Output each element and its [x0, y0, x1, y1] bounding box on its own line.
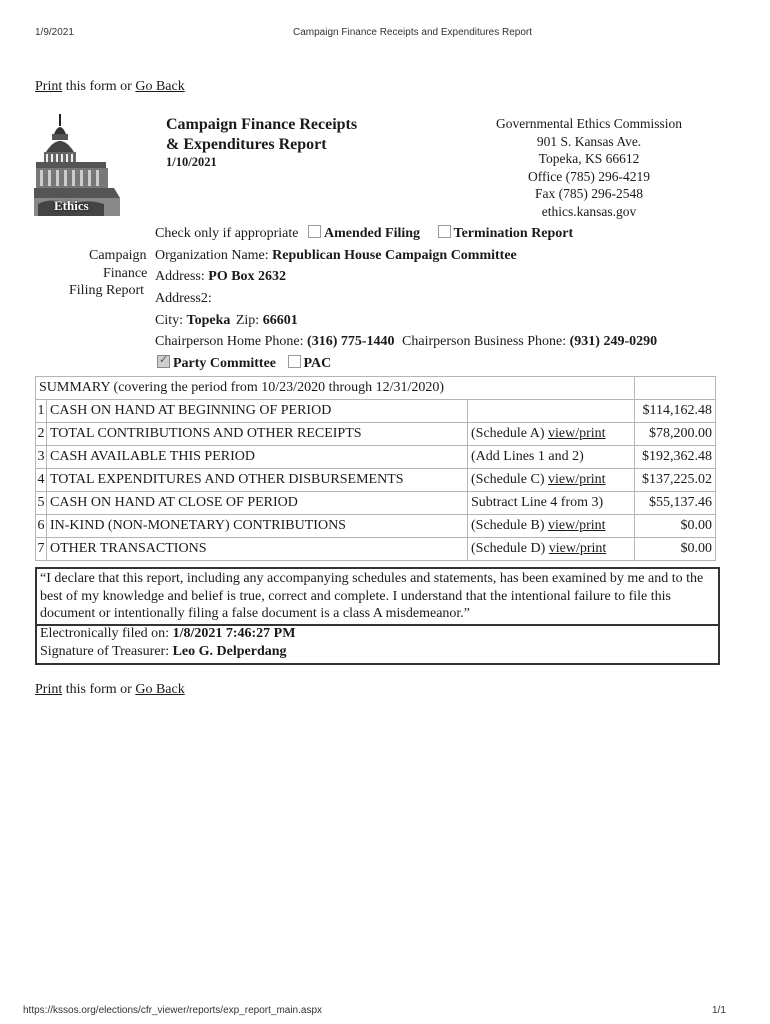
schedule-cell	[468, 492, 635, 515]
summary-header-row	[36, 377, 716, 400]
city-zip-row	[155, 313, 298, 329]
org-name-row	[155, 248, 517, 264]
city-label: City:	[155, 313, 184, 328]
schedule-cell	[468, 400, 635, 423]
view-print-link[interactable]: view/print	[547, 472, 606, 487]
filing-info	[35, 623, 720, 665]
schedule-cell	[468, 469, 635, 492]
treasurer-signature-row	[40, 643, 715, 661]
termination-report-label: Termination Report	[453, 226, 574, 241]
side-label-filing-report: Filing Report	[69, 283, 145, 298]
agency-info	[474, 115, 704, 220]
city-value: Topeka	[186, 313, 231, 328]
line-amount: $137,225.02	[635, 469, 716, 492]
zip-label: Zip:	[235, 313, 260, 328]
line-amount: $0.00	[635, 515, 716, 538]
schedule-cell	[468, 423, 635, 446]
summary-row	[36, 400, 716, 423]
home-phone-value: (316) 775-1440	[307, 334, 395, 349]
schedule-text: (Schedule A)	[471, 426, 548, 441]
agency-city: Topeka, KS 66612	[538, 151, 640, 166]
print-link-bottom[interactable]: Print	[35, 682, 63, 697]
line-number: 5	[36, 492, 47, 515]
zip-value: 66601	[262, 313, 298, 328]
signature-label: Signature of Treasurer:	[40, 644, 170, 659]
report-title-line1: Campaign Finance Receipts	[166, 116, 358, 133]
pac-label: PAC	[303, 356, 332, 371]
pac-checkbox[interactable]	[288, 355, 301, 368]
line-number: 4	[36, 469, 47, 492]
schedule-cell	[468, 538, 635, 561]
line-number: 3	[36, 446, 47, 469]
filed-on-value: 1/8/2021 7:46:27 PM	[172, 626, 296, 641]
go-back-link[interactable]: Go Back	[135, 79, 185, 94]
print-date: 1/9/2021	[35, 27, 74, 38]
line-label: CASH ON HAND AT BEGINNING OF PERIOD	[47, 400, 468, 423]
schedule-text: (Schedule D)	[471, 541, 549, 556]
schedule-cell	[468, 515, 635, 538]
org-name-value: Republican House Campaign Committee	[272, 248, 517, 263]
summary-row	[36, 538, 716, 561]
line-amount: $192,362.48	[635, 446, 716, 469]
schedule-text: Subtract Line 4 from 3)	[471, 495, 604, 510]
address-row	[155, 269, 286, 285]
summary-row	[36, 469, 716, 492]
signature-value: Leo G. Delperdang	[172, 644, 287, 659]
line-amount: $55,137.46	[635, 492, 716, 515]
amended-filing-label: Amended Filing	[323, 226, 421, 241]
address-label: Address:	[155, 269, 205, 284]
line-number: 1	[36, 400, 47, 423]
bottom-nav	[35, 682, 185, 698]
schedule-text: (Schedule B)	[471, 518, 548, 533]
report-title-line2: & Expenditures Report	[166, 136, 327, 153]
agency-website: ethics.kansas.gov	[541, 203, 637, 219]
side-label-finance: Finance	[103, 266, 148, 281]
line-amount: $114,162.48	[635, 400, 716, 423]
nav-text-bottom: this form or	[62, 682, 136, 697]
line-number: 7	[36, 538, 47, 561]
agency-name: Governmental Ethics Commission	[496, 116, 682, 131]
top-nav	[35, 79, 185, 95]
filed-on-row	[40, 625, 715, 643]
amended-filing-checkbox[interactable]	[308, 225, 321, 238]
line-amount: $0.00	[635, 538, 716, 561]
view-print-link[interactable]: view/print	[548, 541, 607, 556]
print-title: Campaign Finance Receipts and Expenditures Report	[293, 27, 533, 38]
logo-text: Ethics	[54, 198, 89, 213]
business-phone-value: (931) 249-0290	[569, 334, 658, 349]
nav-text: this form or	[62, 79, 136, 94]
agency-office-phone: Office (785) 296-4219	[528, 168, 650, 184]
line-label: CASH ON HAND AT CLOSE OF PERIOD	[47, 492, 468, 515]
summary-row	[36, 492, 716, 515]
check-label: Check only if appropriate	[155, 226, 299, 241]
org-name-label: Organization Name:	[155, 248, 269, 263]
business-phone-label: Chairperson Business Phone:	[402, 334, 567, 349]
address-value: PO Box 2632	[208, 269, 287, 284]
print-link[interactable]: Print	[35, 79, 63, 94]
report-date: 1/10/2021	[166, 155, 217, 169]
report-title	[166, 115, 357, 155]
committee-type-row	[157, 355, 331, 372]
line-label: TOTAL CONTRIBUTIONS AND OTHER RECEIPTS	[47, 423, 468, 446]
party-committee-checkbox[interactable]	[157, 355, 170, 368]
summary-header: SUMMARY (covering the period from 10/23/2020 through 12/31/2020)	[36, 377, 635, 400]
line-amount: $78,200.00	[635, 423, 716, 446]
footer-page: 1/1	[712, 1005, 726, 1016]
summary-row	[36, 423, 716, 446]
schedule-text: (Add Lines 1 and 2)	[471, 449, 584, 464]
line-number: 6	[36, 515, 47, 538]
footer-url: https://kssos.org/elections/cfr_viewer/reports/exp_report_main.aspx	[23, 1005, 323, 1016]
line-label: TOTAL EXPENDITURES AND OTHER DISBURSEMENTS	[47, 469, 468, 492]
summary-table	[35, 376, 716, 561]
termination-report-checkbox[interactable]	[438, 225, 451, 238]
home-phone-label: Chairperson Home Phone:	[155, 334, 304, 349]
address2-row	[155, 291, 212, 307]
agency-fax: Fax (785) 296-2548	[535, 186, 643, 201]
schedule-cell	[468, 446, 635, 469]
declaration-text: “I declare that this report, including any accompanying schedules and statements, has been examined by me and to the best of my knowledge and belief is true, correct and complete. I understand that the intentional failure to file this document or intentionally filing a false document is a class A misdemeanor.”	[35, 567, 720, 626]
ethics-commission-logo	[34, 112, 120, 216]
filed-on-label: Electronically filed on:	[40, 626, 170, 641]
go-back-link-bottom[interactable]: Go Back	[135, 682, 185, 697]
view-print-link[interactable]: view/print	[547, 518, 606, 533]
line-number: 2	[36, 423, 47, 446]
party-committee-label: Party Committee	[173, 356, 277, 371]
address2-label: Address2:	[155, 291, 212, 306]
filing-type-row	[155, 225, 573, 242]
phone-row	[155, 334, 657, 350]
view-print-link[interactable]: view/print	[547, 426, 606, 441]
line-label: OTHER TRANSACTIONS	[47, 538, 468, 561]
summary-row	[36, 446, 716, 469]
line-label: CASH AVAILABLE THIS PERIOD	[47, 446, 468, 469]
summary-row	[36, 515, 716, 538]
agency-street: 901 S. Kansas Ave.	[536, 133, 642, 149]
schedule-text: (Schedule C)	[471, 472, 548, 487]
line-label: IN-KIND (NON-MONETARY) CONTRIBUTIONS	[47, 515, 468, 538]
side-label-campaign: Campaign	[89, 248, 147, 263]
